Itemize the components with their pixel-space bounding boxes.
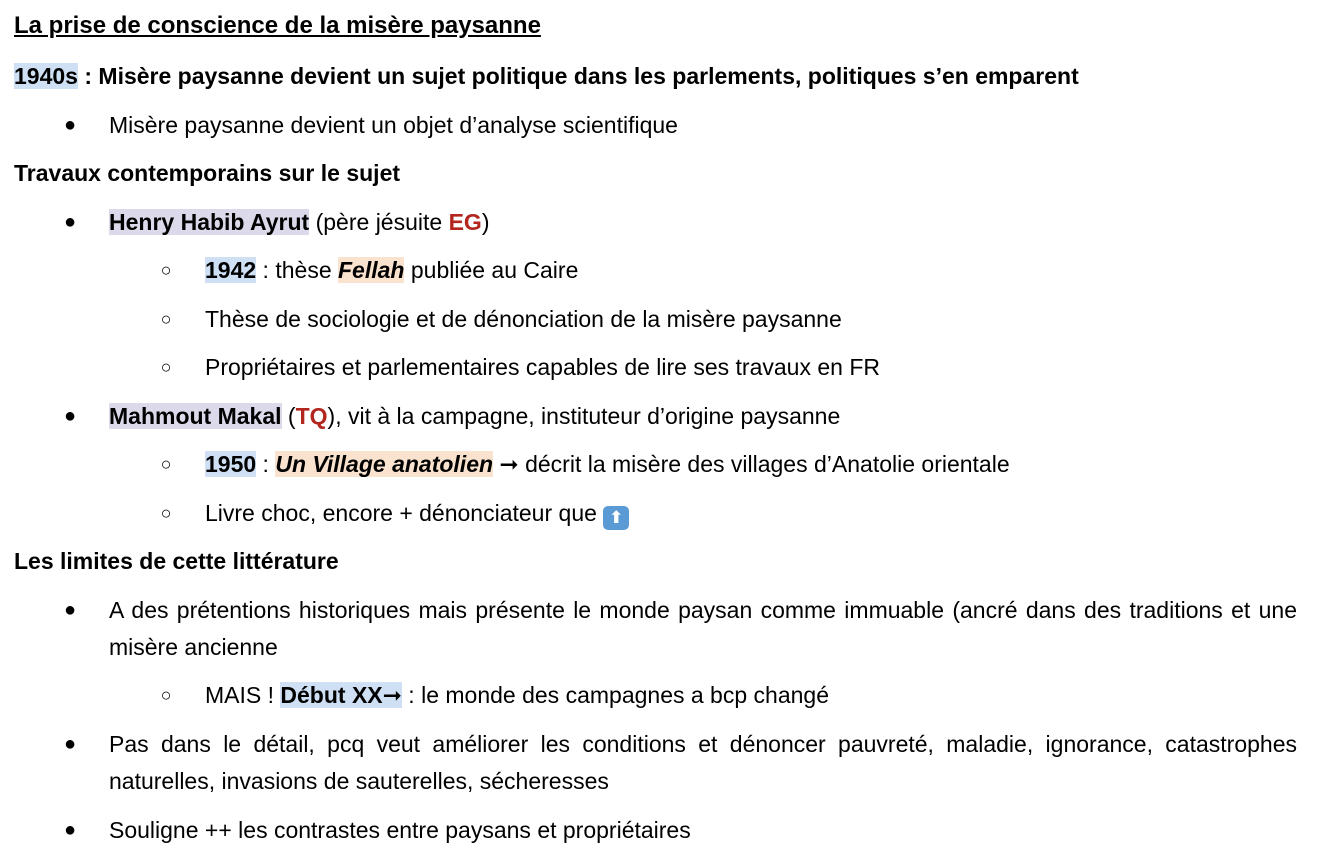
section-heading: Travaux contemporains sur le sujet <box>14 160 401 186</box>
country-tag: EG <box>448 209 482 235</box>
intro-text: : Misère paysanne devient un sujet politique dans les parlements, politiques s’en emparent <box>77 63 1079 89</box>
year-tag: 1942 <box>205 257 257 283</box>
bullet-icon: ● <box>63 599 77 621</box>
list-item-text: 1950 : Un Village anatolien ➞ décrit la misère des villages d’Anatolie orientale <box>205 451 1010 477</box>
intro-line <box>14 61 1079 91</box>
year-tag: 1950 <box>205 451 257 477</box>
bullet-icon: ● <box>63 819 77 841</box>
section-heading: Les limites de cette littérature <box>14 548 339 574</box>
list-item-text: Propriétaires et parlementaires capables de lire ses travaux en FR <box>205 354 880 380</box>
decade-tag: 1940s <box>14 63 78 89</box>
circle-bullet-icon: ○ <box>160 357 172 377</box>
list-item-text: Misère paysanne devient un objet d’analyse scientifique <box>109 112 678 138</box>
circle-bullet-icon: ○ <box>160 503 172 523</box>
bullet-icon: ● <box>63 211 77 233</box>
work-title: Un Village anatolien <box>275 451 494 477</box>
list-item-text: Henry Habib Ayrut (père jésuite EG) <box>109 209 490 235</box>
author-name: Henry Habib Ayrut <box>109 209 310 235</box>
bullet-icon: ● <box>63 405 77 427</box>
list-item-text: MAIS ! Début XX➞ : le monde des campagnes a bcp changé <box>205 682 829 708</box>
circle-bullet-icon: ○ <box>160 685 172 705</box>
bullet-icon: ● <box>63 733 77 755</box>
list-item-text: Thèse de sociologie et de dénonciation de la misère paysanne <box>205 306 842 332</box>
circle-bullet-icon: ○ <box>160 309 172 329</box>
list-item-text: Mahmout Makal (TQ), vit à la campagne, instituteur d’origine paysanne <box>109 403 841 429</box>
period-tag: Début XX➞ <box>280 682 402 708</box>
up-arrow-icon: ⬆ <box>603 506 629 530</box>
list-item-text: Pas dans le détail, pcq veut améliorer les conditions et dénoncer pauvreté, maladie, ignorance, catastrophes naturelles, invasions de sauterelles, sécheresses <box>109 731 1297 794</box>
work-title: Fellah <box>338 257 405 283</box>
page-title: La prise de conscience de la misère paysanne <box>14 12 541 39</box>
country-tag: TQ <box>295 403 328 429</box>
circle-bullet-icon: ○ <box>160 260 172 280</box>
bullet-icon: ● <box>63 114 77 136</box>
list-item-text: Livre choc, encore + dénonciateur que ⬆ <box>205 498 629 530</box>
list-item-text: Souligne ++ les contrastes entre paysans et propriétaires <box>109 817 691 843</box>
circle-bullet-icon: ○ <box>160 454 172 474</box>
list-item-text: A des prétentions historiques mais présente le monde paysan comme immuable (ancré dans des traditions et une misère ancienne <box>109 597 1297 660</box>
author-name: Mahmout Makal <box>109 403 282 429</box>
list-item-text: 1942 : thèse Fellah publiée au Caire <box>205 257 579 283</box>
